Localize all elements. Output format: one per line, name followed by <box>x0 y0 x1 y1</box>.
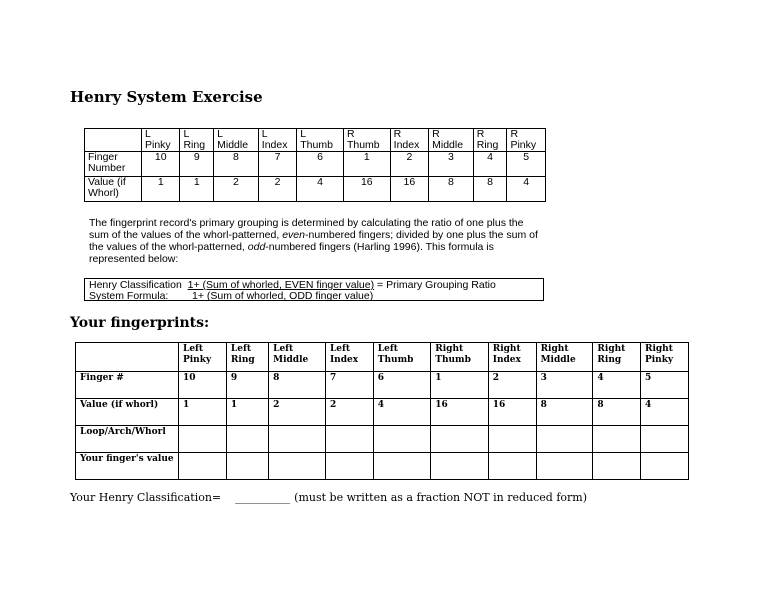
reference-row-label: Finger Number <box>85 152 142 177</box>
your-table-row <box>76 372 689 399</box>
reference-header-cell <box>343 129 390 152</box>
reference-cell: 4 <box>473 152 507 177</box>
your-cell: 6 <box>373 372 430 399</box>
your-row-label: Value (if whorl) <box>76 399 179 426</box>
reference-header-finger: Thumb <box>300 139 333 151</box>
your-header-side: Right <box>644 344 673 354</box>
your-cell: 4 <box>373 399 430 426</box>
your-input-cell[interactable] <box>325 426 373 453</box>
reference-header-side: R <box>393 128 402 140</box>
your-cell: 10 <box>179 372 227 399</box>
reference-cell: 4 <box>297 177 344 202</box>
your-header-side: Right <box>540 344 569 354</box>
reference-header-side: L <box>261 128 268 140</box>
reference-table <box>84 128 546 202</box>
henry-classification-line <box>70 491 587 504</box>
formula-equals: = Primary Grouping Ratio <box>377 279 496 291</box>
reference-header-side: L <box>183 128 190 140</box>
your-input-cell[interactable] <box>269 426 326 453</box>
reference-cell: 16 <box>390 177 428 202</box>
your-header-finger: Thumb <box>435 355 471 365</box>
reference-row <box>85 152 546 177</box>
your-header-side: Left <box>273 344 294 354</box>
reference-header-side: R <box>510 128 519 140</box>
your-header-finger: Index <box>492 355 521 365</box>
reference-header-row <box>85 129 546 152</box>
your-header-finger: Pinky <box>644 355 674 365</box>
reference-header-cell <box>429 129 474 152</box>
reference-header-finger: Middle <box>432 139 464 151</box>
reference-header-finger: Middle <box>217 139 249 151</box>
reference-header-finger: Index <box>393 139 420 151</box>
your-input-cell[interactable] <box>640 453 688 480</box>
your-header-cell <box>488 343 536 372</box>
paragraph-odd: odd <box>247 241 266 253</box>
reference-cell: 5 <box>507 152 546 177</box>
reference-row <box>85 177 546 202</box>
your-header-finger: Ring <box>597 355 622 365</box>
your-row-label: Your finger's value <box>76 453 179 480</box>
your-input-cell[interactable] <box>325 453 373 480</box>
reference-header-cell <box>473 129 507 152</box>
paragraph-part3: -numbered fingers (Harling 1996). This formula is represented below: <box>89 241 494 265</box>
paragraph-part2: -numbered fingers; divided by one plus the sum of the values of the whorl-patterned, <box>89 229 538 253</box>
your-header-side: Left <box>329 344 351 354</box>
your-row-label: Finger # <box>76 372 179 399</box>
reference-header-cell <box>297 129 344 152</box>
your-header-finger: Index <box>329 355 359 365</box>
your-header-cell <box>373 343 430 372</box>
reference-cell: 6 <box>297 152 344 177</box>
your-cell: 2 <box>269 399 326 426</box>
reference-cell: 8 <box>429 177 474 202</box>
reference-header-side: R <box>476 128 485 140</box>
classification-label: Your Henry Classification= <box>70 491 222 504</box>
reference-corner-cell <box>85 129 142 152</box>
your-header-cell <box>269 343 326 372</box>
reference-header-side: L <box>145 128 151 140</box>
reference-cell: 4 <box>507 177 546 202</box>
paragraph-part1: The fingerprint record's primary grouping is determined by calculating the ratio of one plus the sum of the values of the whorl-patterned, <box>89 217 524 241</box>
formula-line2 <box>89 291 373 302</box>
formula-box <box>84 278 544 301</box>
your-header-cell <box>431 343 488 372</box>
your-input-cell[interactable] <box>226 426 268 453</box>
your-cell: 1 <box>179 399 227 426</box>
your-header-finger: Ring <box>230 355 255 365</box>
your-input-cell[interactable] <box>373 426 430 453</box>
your-input-cell[interactable] <box>269 453 326 480</box>
your-header-cell <box>536 343 593 372</box>
reference-cell: 2 <box>214 177 259 202</box>
your-header-cell <box>640 343 688 372</box>
reference-cell: 8 <box>473 177 507 202</box>
reference-cell: 2 <box>390 152 428 177</box>
your-input-cell[interactable] <box>179 426 227 453</box>
your-header-cell <box>325 343 373 372</box>
reference-header-cell <box>390 129 428 152</box>
formula-numerator: 1+ (Sum of whorled, EVEN finger value) <box>187 279 375 291</box>
page-title: Henry System Exercise <box>70 88 263 106</box>
your-header-finger: Middle <box>273 355 309 365</box>
your-table-row <box>76 453 689 480</box>
your-input-cell[interactable] <box>536 426 593 453</box>
reference-cell: 7 <box>258 152 296 177</box>
your-input-cell[interactable] <box>640 426 688 453</box>
formula-denominator: 1+ (Sum of whorled, ODD finger value) <box>192 290 374 302</box>
your-cell: 1 <box>226 399 268 426</box>
your-header-cell <box>179 343 227 372</box>
reference-cell: 8 <box>214 152 259 177</box>
your-cell: 9 <box>226 372 268 399</box>
your-row-label: Loop/Arch/Whorl <box>76 426 179 453</box>
your-cell: 7 <box>325 372 373 399</box>
your-input-cell[interactable] <box>593 426 641 453</box>
your-header-side: Left <box>377 344 398 354</box>
your-input-cell[interactable] <box>373 453 430 480</box>
your-cell: 8 <box>269 372 326 399</box>
reference-header-side: L <box>217 128 223 140</box>
your-fingerprints-table <box>75 342 689 480</box>
reference-cell: 9 <box>180 152 214 177</box>
reference-cell: 1 <box>343 152 390 177</box>
reference-header-side: R <box>432 128 440 140</box>
reference-header-finger: Pinky <box>510 139 537 151</box>
your-table-row <box>76 399 689 426</box>
your-input-cell[interactable] <box>488 426 536 453</box>
your-input-cell[interactable] <box>488 453 536 480</box>
reference-header-finger: Thumb <box>346 139 380 151</box>
reference-cell: 3 <box>429 152 474 177</box>
your-input-cell[interactable] <box>179 453 227 480</box>
your-cell: 3 <box>536 372 593 399</box>
formula-label-line1: Henry Classification <box>89 279 182 291</box>
your-corner-cell <box>76 343 179 372</box>
reference-row-label: Value (if Whorl) <box>85 177 142 202</box>
your-header-side: Left <box>183 344 204 354</box>
your-input-cell[interactable] <box>431 453 488 480</box>
formula-label-line2: System Formula: <box>89 290 169 302</box>
your-input-cell[interactable] <box>536 453 593 480</box>
your-table-row <box>76 426 689 453</box>
your-header-finger: Middle <box>540 355 576 365</box>
classification-blank[interactable]: __________ <box>235 491 291 504</box>
reference-cell: 1 <box>142 177 180 202</box>
reference-header-cell <box>507 129 546 152</box>
your-cell: 2 <box>325 399 373 426</box>
your-cell: 8 <box>593 399 641 426</box>
your-header-side: Right <box>435 344 464 354</box>
description-paragraph <box>89 217 541 265</box>
your-cell: 8 <box>536 399 593 426</box>
reference-header-cell <box>180 129 214 152</box>
reference-header-cell <box>142 129 180 152</box>
your-header-row <box>76 343 689 372</box>
section-title: Your fingerprints: <box>70 315 210 331</box>
your-input-cell[interactable] <box>593 453 641 480</box>
your-header-cell <box>593 343 641 372</box>
reference-header-side: L <box>300 128 307 140</box>
your-cell: 16 <box>431 399 488 426</box>
your-header-cell <box>226 343 268 372</box>
reference-header-side: R <box>346 128 355 140</box>
your-header-finger: Pinky <box>183 355 212 365</box>
reference-header-finger: Ring <box>476 139 499 151</box>
your-cell: 2 <box>488 372 536 399</box>
your-header-side: Right <box>492 344 521 354</box>
your-header-finger: Thumb <box>377 355 414 365</box>
your-cell: 5 <box>640 372 688 399</box>
paragraph-even: even <box>282 229 305 241</box>
reference-cell: 1 <box>180 177 214 202</box>
reference-header-finger: Pinky <box>145 139 171 151</box>
your-header-side: Right <box>597 344 626 354</box>
reference-cell: 2 <box>258 177 296 202</box>
your-input-cell[interactable] <box>431 426 488 453</box>
reference-header-cell <box>258 129 296 152</box>
reference-header-finger: Ring <box>183 139 206 151</box>
your-cell: 1 <box>431 372 488 399</box>
your-cell: 4 <box>593 372 641 399</box>
reference-cell: 10 <box>142 152 180 177</box>
reference-cell: 16 <box>343 177 390 202</box>
reference-header-finger: Index <box>261 139 288 151</box>
your-cell: 16 <box>488 399 536 426</box>
your-header-side: Left <box>230 344 252 354</box>
reference-header-cell <box>214 129 259 152</box>
classification-note: (must be written as a fraction NOT in reduced form) <box>294 491 587 504</box>
your-cell: 4 <box>640 399 688 426</box>
your-input-cell[interactable] <box>226 453 268 480</box>
